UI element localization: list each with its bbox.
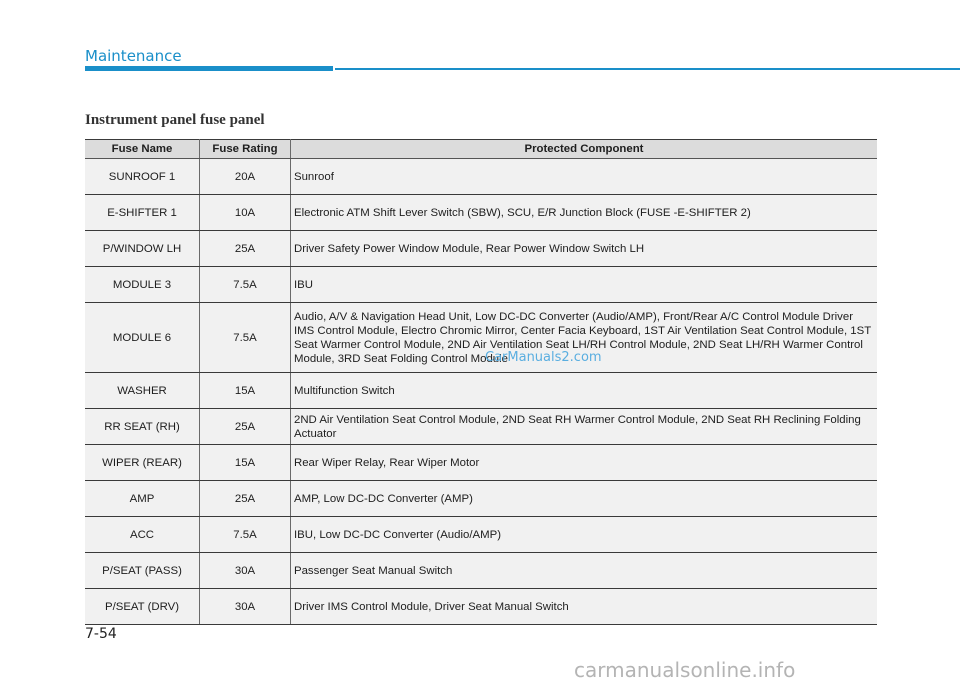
fuse-name-cell: WIPER (REAR)	[85, 445, 200, 481]
fuse-rating-cell: 25A	[200, 481, 291, 517]
watermark-mid: CarManuals2.com	[485, 350, 602, 365]
table-header-row	[85, 140, 877, 159]
watermark-bottom: carmanualsonline.info	[574, 658, 796, 682]
protected-component-cell: Rear Wiper Relay, Rear Wiper Motor	[291, 445, 878, 481]
fuse-rating-cell: 25A	[200, 409, 291, 445]
fuse-name-cell: P/SEAT (PASS)	[85, 553, 200, 589]
fuse-name-cell: MODULE 6	[85, 303, 200, 373]
column-header-fuse-name: Fuse Name	[85, 140, 200, 159]
fuse-name-cell: WASHER	[85, 373, 200, 409]
table-row	[85, 267, 877, 303]
section-label: Maintenance	[85, 47, 182, 65]
protected-component-cell: Electronic ATM Shift Lever Switch (SBW), SCU, E/R Junction Block (FUSE -E-SHIFTER 2)	[291, 195, 878, 231]
protected-component-cell: IBU	[291, 267, 878, 303]
protected-component-cell: AMP, Low DC-DC Converter (AMP)	[291, 481, 878, 517]
table-row	[85, 589, 877, 625]
fuse-name-cell: E-SHIFTER 1	[85, 195, 200, 231]
table-title: Instrument panel fuse panel	[85, 112, 265, 128]
fuse-name-cell: AMP	[85, 481, 200, 517]
fuse-rating-cell: 10A	[200, 195, 291, 231]
table-row	[85, 517, 877, 553]
fuse-name-cell: RR SEAT (RH)	[85, 409, 200, 445]
protected-component-cell: Passenger Seat Manual Switch	[291, 553, 878, 589]
column-header-fuse-rating: Fuse Rating	[200, 140, 291, 159]
fuse-table	[85, 139, 877, 625]
fuse-rating-cell: 7.5A	[200, 517, 291, 553]
fuse-rating-cell: 30A	[200, 553, 291, 589]
table-row	[85, 481, 877, 517]
fuse-name-cell: MODULE 3	[85, 267, 200, 303]
table-row	[85, 445, 877, 481]
column-header-protected-component: Protected Component	[291, 140, 878, 159]
fuse-rating-cell: 30A	[200, 589, 291, 625]
table-row	[85, 159, 877, 195]
header-rule-thick	[85, 66, 333, 71]
protected-component-cell: Multifunction Switch	[291, 373, 878, 409]
fuse-name-cell: ACC	[85, 517, 200, 553]
fuse-name-cell: P/WINDOW LH	[85, 231, 200, 267]
fuse-name-cell: P/SEAT (DRV)	[85, 589, 200, 625]
fuse-name-cell: SUNROOF 1	[85, 159, 200, 195]
fuse-rating-cell: 25A	[200, 231, 291, 267]
fuse-rating-cell: 7.5A	[200, 267, 291, 303]
protected-component-cell: Audio, A/V & Navigation Head Unit, Low DC-DC Converter (Audio/AMP), Front/Rear A/C Control Module Driver IMS Control Module, Electro Chromic Mirror, Center Facia Keyboard, 1ST Air Ventilation Seat Control Module, 1ST Seat Warmer Control Module, 2ND Air Ventilation Seat LH/RH Control Module, 2ND Seat LH/RH Warmer Control Module, 3RD Seat Folding Control Module	[291, 303, 878, 373]
table-row	[85, 409, 877, 445]
fuse-rating-cell: 20A	[200, 159, 291, 195]
page-number: 7-54	[85, 626, 117, 642]
protected-component-cell: 2ND Air Ventilation Seat Control Module, 2ND Seat RH Warmer Control Module, 2ND Seat RH Reclining Folding Actuator	[291, 409, 878, 445]
protected-component-cell: Driver Safety Power Window Module, Rear Power Window Switch LH	[291, 231, 878, 267]
table-row	[85, 195, 877, 231]
fuse-rating-cell: 7.5A	[200, 303, 291, 373]
table-row	[85, 303, 877, 373]
protected-component-cell: Sunroof	[291, 159, 878, 195]
table-row	[85, 553, 877, 589]
header-rule-thin	[335, 68, 960, 70]
table-row	[85, 231, 877, 267]
table-row	[85, 373, 877, 409]
fuse-rating-cell: 15A	[200, 445, 291, 481]
protected-component-cell: Driver IMS Control Module, Driver Seat Manual Switch	[291, 589, 878, 625]
protected-component-cell: IBU, Low DC-DC Converter (Audio/AMP)	[291, 517, 878, 553]
fuse-rating-cell: 15A	[200, 373, 291, 409]
